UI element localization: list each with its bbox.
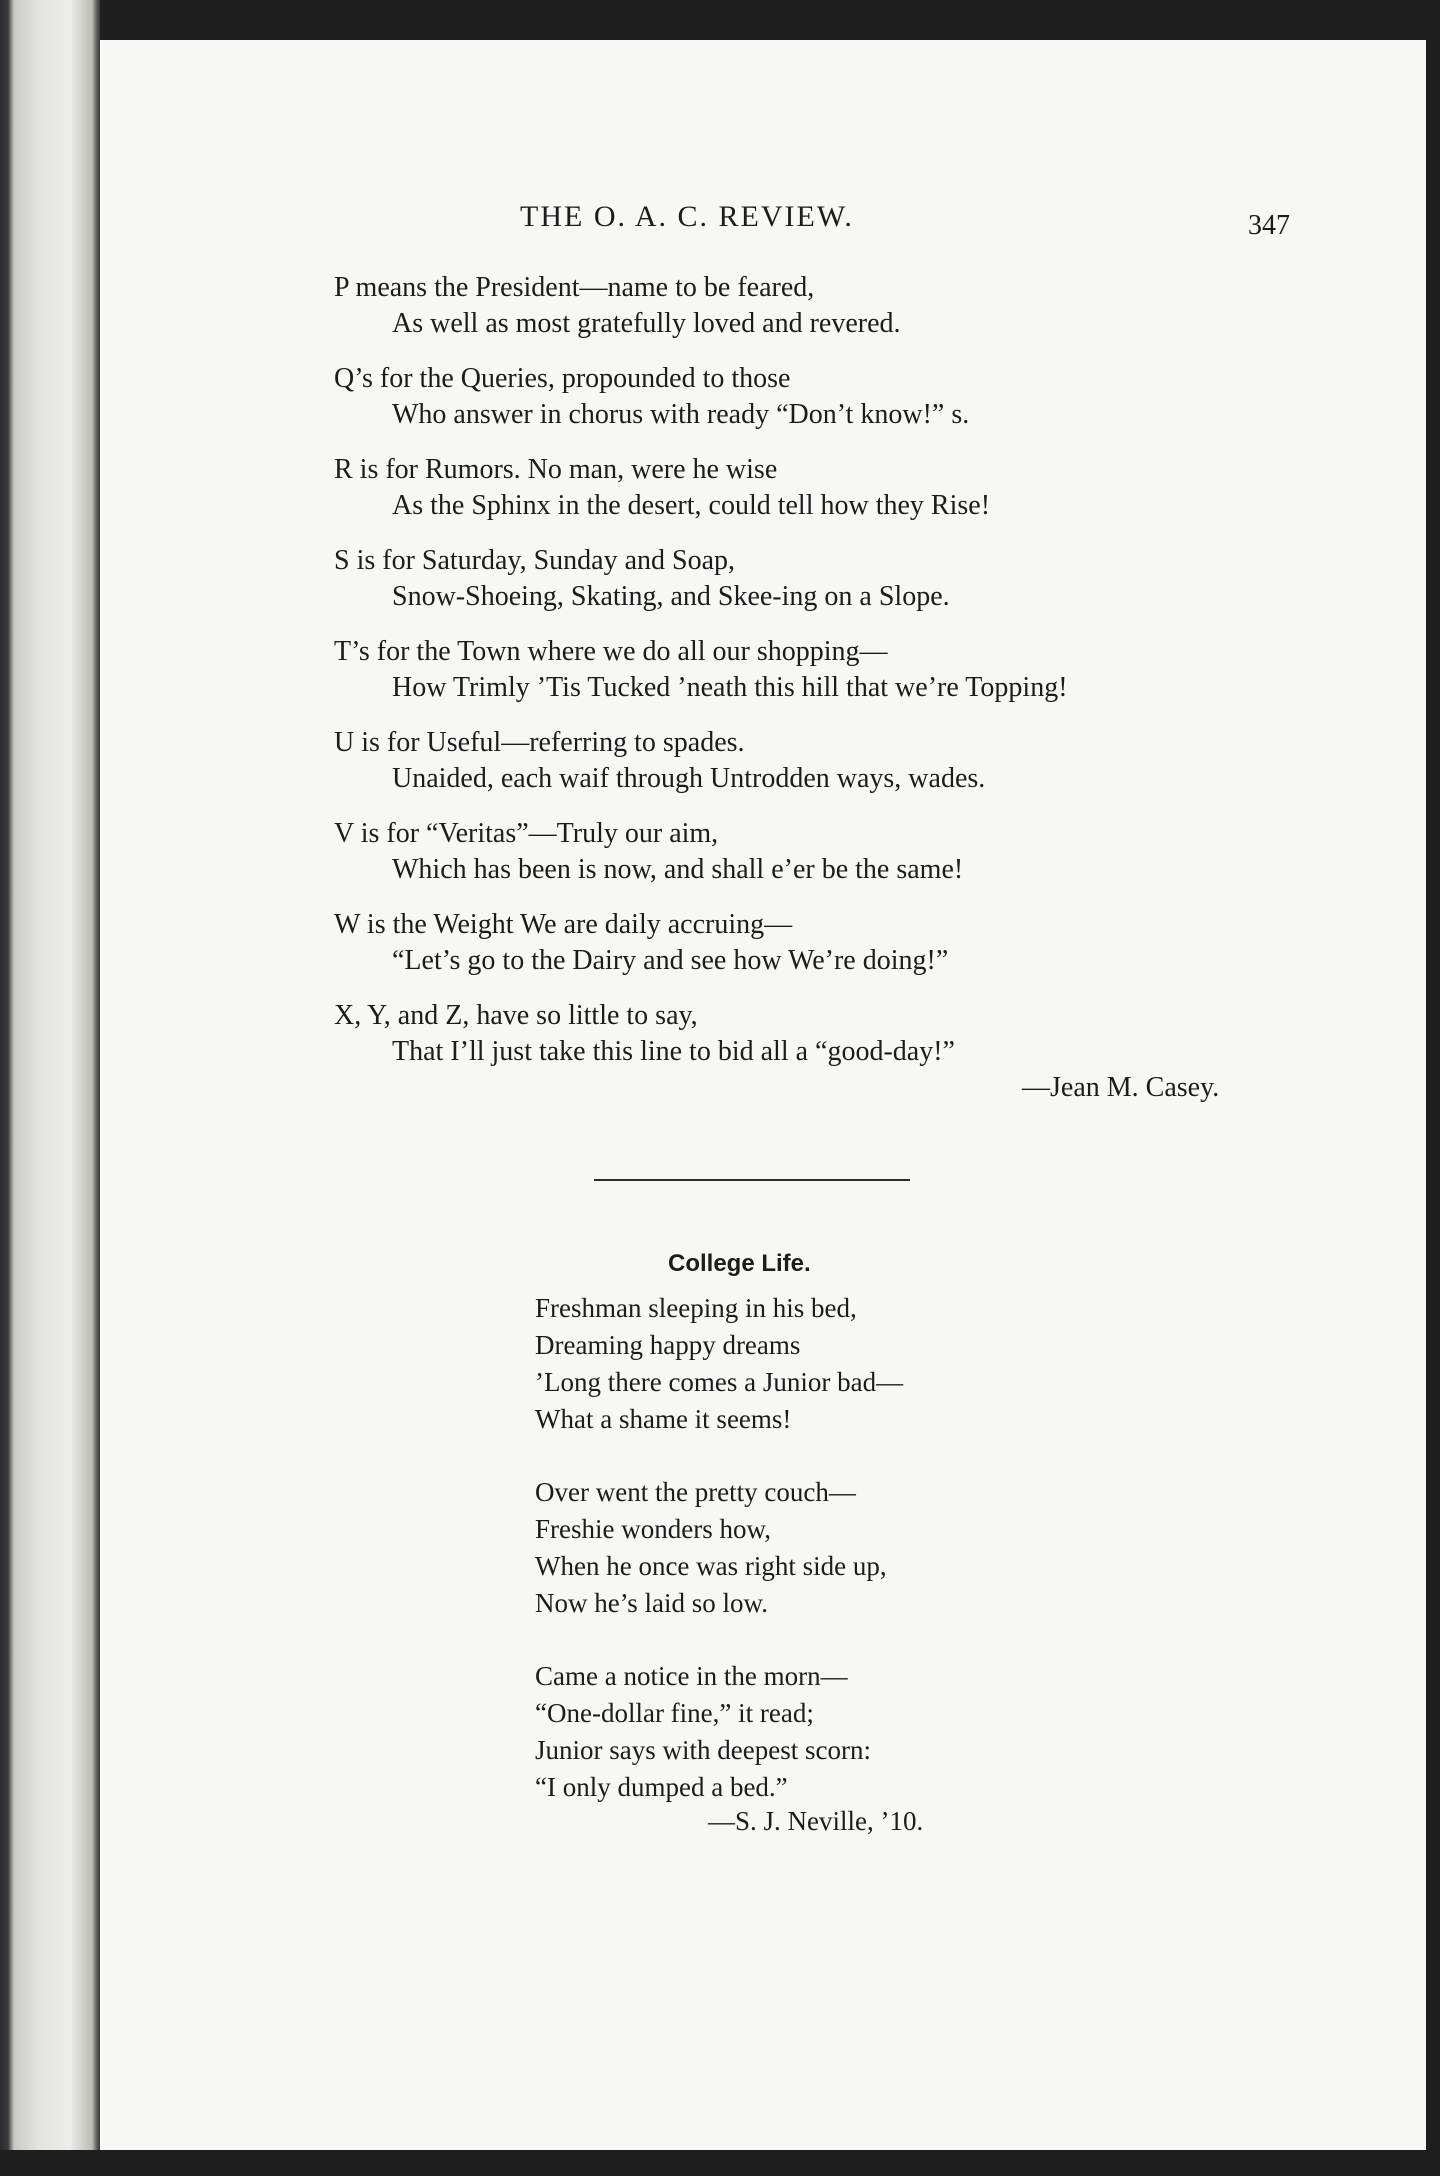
poem-line: Q’s for the Queries, propounded to those bbox=[334, 363, 791, 394]
scan-border-top bbox=[0, 0, 1440, 40]
poem-stanza bbox=[334, 725, 1314, 797]
poem-stanza bbox=[535, 1290, 903, 1438]
poem-line: Came a notice in the morn— bbox=[535, 1661, 848, 1691]
alphabet-poem bbox=[334, 270, 1314, 1089]
poem-stanza bbox=[535, 1474, 903, 1622]
poem-line: R is for Rumors. No man, were he wise bbox=[334, 454, 778, 485]
poem-line: What a shame it seems! bbox=[535, 1404, 792, 1434]
poem-stanza bbox=[535, 1658, 903, 1806]
poem-line: Now he’s laid so low. bbox=[535, 1588, 768, 1618]
poem-stanza bbox=[334, 270, 1314, 342]
poem-line: Who answer in chorus with ready “Don’t know!” s. bbox=[392, 399, 970, 430]
poem-line: Freshman sleeping in his bed, bbox=[535, 1293, 857, 1323]
poem-line: Junior says with deepest scorn: bbox=[535, 1735, 871, 1765]
scan-border-bottom bbox=[0, 2150, 1440, 2176]
poem-author-signature: —Jean M. Casey. bbox=[1022, 1072, 1220, 1103]
scan-border-right bbox=[1426, 0, 1440, 2176]
page-number: 347 bbox=[1248, 210, 1290, 241]
running-header: THE O. A. C. REVIEW. bbox=[520, 200, 854, 233]
poem-line: Which has been is now, and shall e’er be the same! bbox=[392, 854, 964, 885]
college-life-poem bbox=[535, 1290, 903, 1842]
poem-line: Over went the pretty couch— bbox=[535, 1477, 856, 1507]
poem-author-signature: —S. J. Neville, ’10. bbox=[708, 1806, 924, 1836]
poem-line: Dreaming happy dreams bbox=[535, 1330, 801, 1360]
poem-stanza bbox=[334, 543, 1314, 615]
poem-stanza bbox=[334, 998, 1314, 1070]
poem-line: T’s for the Town where we do all our shopping— bbox=[334, 636, 888, 667]
poem-stanza bbox=[334, 452, 1314, 524]
poem-line: S is for Saturday, Sunday and Soap, bbox=[334, 545, 736, 576]
poem-line: U is for Useful—referring to spades. bbox=[334, 727, 745, 758]
poem-line: X, Y, and Z, have so little to say, bbox=[334, 1000, 698, 1031]
poem-stanza bbox=[334, 361, 1314, 433]
poem-stanza bbox=[334, 907, 1314, 979]
poem-line: As the Sphinx in the desert, could tell how they Rise! bbox=[392, 490, 991, 521]
poem-line: P means the President—name to be feared, bbox=[334, 272, 815, 303]
poem-line: Freshie wonders how, bbox=[535, 1514, 771, 1544]
book-spine-edge bbox=[0, 0, 100, 2176]
poem-stanza bbox=[334, 634, 1314, 706]
poem-line: W is the Weight We are daily accruing— bbox=[334, 909, 793, 940]
poem-line: “One-dollar fine,” it read; bbox=[535, 1698, 814, 1728]
poem-line: How Trimly ’Tis Tucked ’neath this hill that we’re Topping! bbox=[392, 672, 1068, 703]
poem-line: V is for “Veritas”—Truly our aim, bbox=[334, 818, 719, 849]
poem-line: “Let’s go to the Dairy and see how We’re doing!” bbox=[392, 945, 949, 976]
poem-line: That I’ll just take this line to bid all a “good-day!” bbox=[392, 1036, 955, 1067]
poem-line: Unaided, each waif through Untrodden ways, wades. bbox=[392, 763, 986, 794]
poem-stanza bbox=[334, 816, 1314, 888]
poem-line: As well as most gratefully loved and revered. bbox=[392, 308, 901, 339]
poem-line: When he once was right side up, bbox=[535, 1551, 887, 1581]
poem-line: “I only dumped a bed.” bbox=[535, 1772, 788, 1802]
poem-title: College Life. bbox=[668, 1250, 811, 1277]
poem-line: Snow-Shoeing, Skating, and Skee-ing on a Slope. bbox=[392, 581, 950, 612]
section-divider bbox=[594, 1179, 910, 1181]
poem-line: ’Long there comes a Junior bad— bbox=[535, 1367, 904, 1397]
